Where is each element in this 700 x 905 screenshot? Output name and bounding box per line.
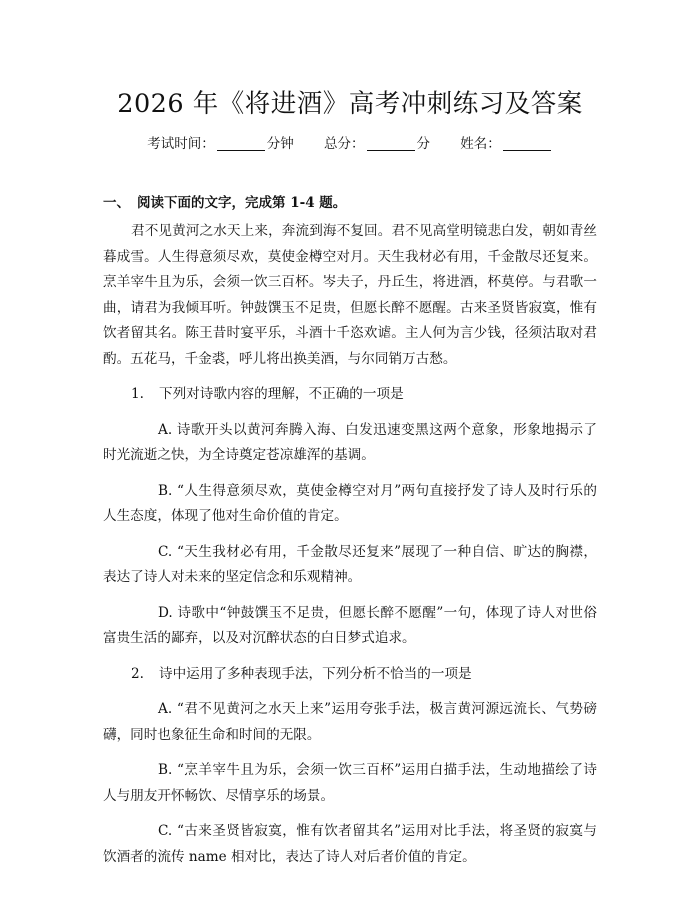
question-option: B. “烹羊宰牛且为乐，会须一饮三百杯”运用白描手法，生动地描绘了诗人与朋友开怀畅饮、尽情享乐的场景。 <box>103 762 597 804</box>
question-option: A. “君不见黄河之水天上来”运用夸张手法，极言黄河源远流长、气势磅礴，同时也象征生命和时间的无限。 <box>103 701 597 743</box>
time-unit: 分钟 <box>266 136 294 152</box>
question-option: C. “古来圣贤皆寂寞，惟有饮者留其名”运用对比手法，将圣贤的寂寞与饮酒者的流传 name 相对比，表达了诗人对后者价值的肯定。 <box>103 823 597 865</box>
name-field <box>460 132 553 152</box>
question-option: C. “天生我材必有用，千金散尽还复来”展现了一种自信、旷达的胸襟，表达了诗人对未来的坚定信念和乐观精神。 <box>103 543 597 585</box>
time-field <box>147 132 294 152</box>
question-number: 1. <box>131 386 144 402</box>
exam-meta <box>0 132 700 152</box>
score-unit: 分 <box>416 136 430 152</box>
question-option: B. “人生得意须尽欢，莫使金樽空对月”两句直接抒发了诗人及时行乐的人生态度，体现了他对生命价值的肯定。 <box>103 482 597 524</box>
section-instruction: 阅读下面的文字，完成第 1-4 题。 <box>137 195 347 211</box>
question-option: D. 诗歌中“钟鼓馔玉不足贵，但愿长醉不愿醒”一句，体现了诗人对世俗富贵生活的鄙弃，以及对沉醉状态的白日梦式追求。 <box>103 604 597 646</box>
page-title: 2026 年《将进酒》高考冲刺练习及答案 <box>117 89 583 119</box>
exam-body <box>103 219 597 870</box>
poem-passage: 君不见黄河之水天上来，奔流到海不复回。君不见高堂明镜悲白发，朝如青丝暮成雪。人生得意须尽欢，莫使金樽空对月。天生我材必有用，千金散尽还复来。烹羊宰牛且为乐，会须一饮三百杯。岑夫子，丹丘生，将进酒，杯莫停。与君歌一曲，请君为我倾耳听。钟鼓馔玉不足贵，但愿长醉不愿醒。古来圣贤皆寂寞，惟有饮者留其名。陈王昔时宴平乐，斗酒十千恣欢谑。主人何为言少钱，径须沽取对君酌。五花马，千金裘，呼儿将出换美酒，与尔同销万古愁。 <box>103 223 597 367</box>
name-blank <box>503 136 551 151</box>
time-label: 考试时间： <box>147 136 215 152</box>
question-option: A. 诗歌开头以黄河奔腾入海、白发迅速变黑这两个意象，形象地揭示了时光流逝之快，为全诗奠定苍凉雄浑的基调。 <box>103 421 597 463</box>
question-text: 下列对诗歌内容的理解，不正确的一项是 <box>159 386 404 402</box>
time-blank <box>217 136 265 151</box>
section-number: 一、 <box>103 195 130 211</box>
question-stem <box>103 382 597 408</box>
score-label: 总分： <box>324 136 365 152</box>
question-number: 2. <box>131 665 144 682</box>
score-field <box>324 132 430 152</box>
question-text: 诗中运用了多种表现手法，下列分析不恰当的一项是 <box>159 665 472 682</box>
question-stem <box>103 662 597 688</box>
score-blank <box>367 136 415 151</box>
section-heading <box>103 191 346 211</box>
name-label: 姓名： <box>460 136 501 152</box>
